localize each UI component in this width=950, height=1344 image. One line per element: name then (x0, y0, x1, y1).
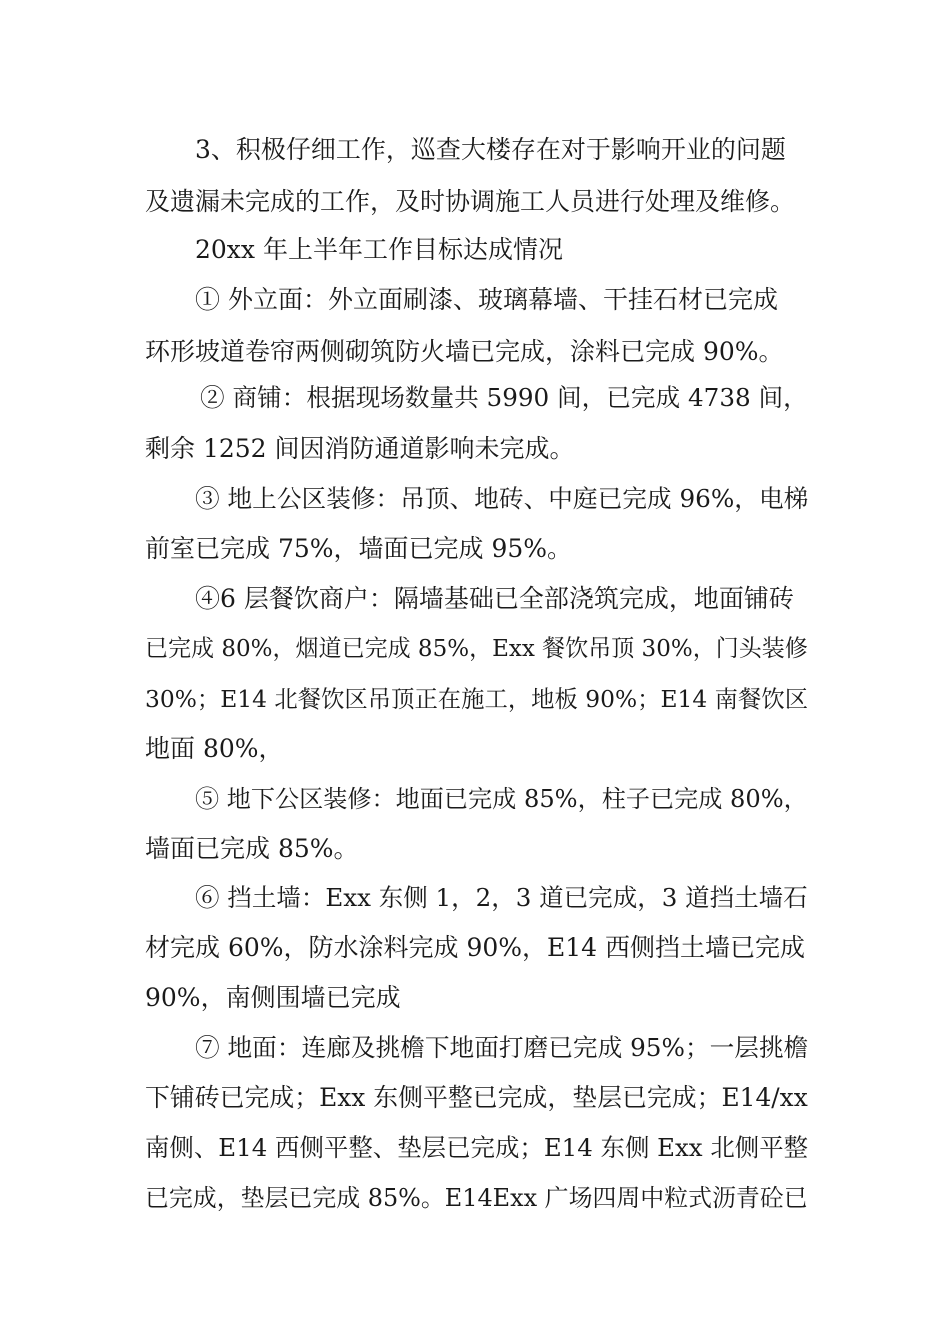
paragraph-line: 剩余 1252 间因消防通道影响未完成。 (145, 434, 575, 463)
paragraph-line: 已完成 80%，烟道已完成 85%，Exx 餐饮吊顶 30%，门头装修 (145, 636, 808, 662)
paragraph-line: 墙面已完成 85%。 (145, 834, 359, 863)
paragraph-line: ① 外立面：外立面刷漆、玻璃幕墙、干挂石材已完成 (195, 285, 778, 314)
paragraph-line: ④6 层餐饮商户：隔墙基础已全部浇筑完成，地面铺砖 (195, 584, 794, 613)
paragraph-line: 及遗漏未完成的工作，及时协调施工人员进行处理及维修。 (145, 187, 796, 216)
section-heading: 20xx 年上半年工作目标达成情况 (195, 235, 563, 264)
paragraph-line: 30%；E14 北餐饮区吊顶正在施工，地板 90%；E14 南餐饮区 (145, 685, 809, 713)
paragraph-line: 前室已完成 75%，墙面已完成 95%。 (145, 534, 573, 563)
paragraph-line: 南侧、E14 西侧平整、垫层已完成；E14 东侧 Exx 北侧平整 (145, 1133, 809, 1162)
paragraph-line: 环形坡道卷帘两侧砌筑防火墙已完成，涂料已完成 90%。 (145, 337, 784, 366)
paragraph-line: 下铺砖已完成；Exx 东侧平整已完成，垫层已完成；E14/xx (145, 1083, 808, 1112)
paragraph-line: 已完成，垫层已完成 85%。E14Exx 广场四周中粒式沥青砼已 (145, 1184, 808, 1212)
paragraph-line: 90%，南侧围墙已完成 (145, 983, 401, 1012)
paragraph-line: ⑤ 地下公区装修：地面已完成 85%，柱子已完成 80%， (195, 785, 808, 813)
paragraph-line: 地面 80%， (145, 734, 284, 763)
paragraph-line: 材完成 60%，防水涂料完成 90%，E14 西侧挡土墙已完成 (145, 933, 806, 962)
paragraph-line: ⑥ 挡土墙：Exx 东侧 1，2，3 道已完成，3 道挡土墙石 (195, 883, 808, 912)
paragraph-line: 3、积极仔细工作，巡查大楼存在对于影响开业的问题 (195, 135, 786, 164)
paragraph-line: ⑦ 地面：连廊及挑檐下地面打磨已完成 95%；一层挑檐 (195, 1033, 809, 1062)
paragraph-line: ② 商铺：根据现场数量共 5990 间，已完成 4738 间， (200, 383, 808, 412)
paragraph-line: ③ 地上公区装修：吊顶、地砖、中庭已完成 96%，电梯 (195, 484, 809, 513)
